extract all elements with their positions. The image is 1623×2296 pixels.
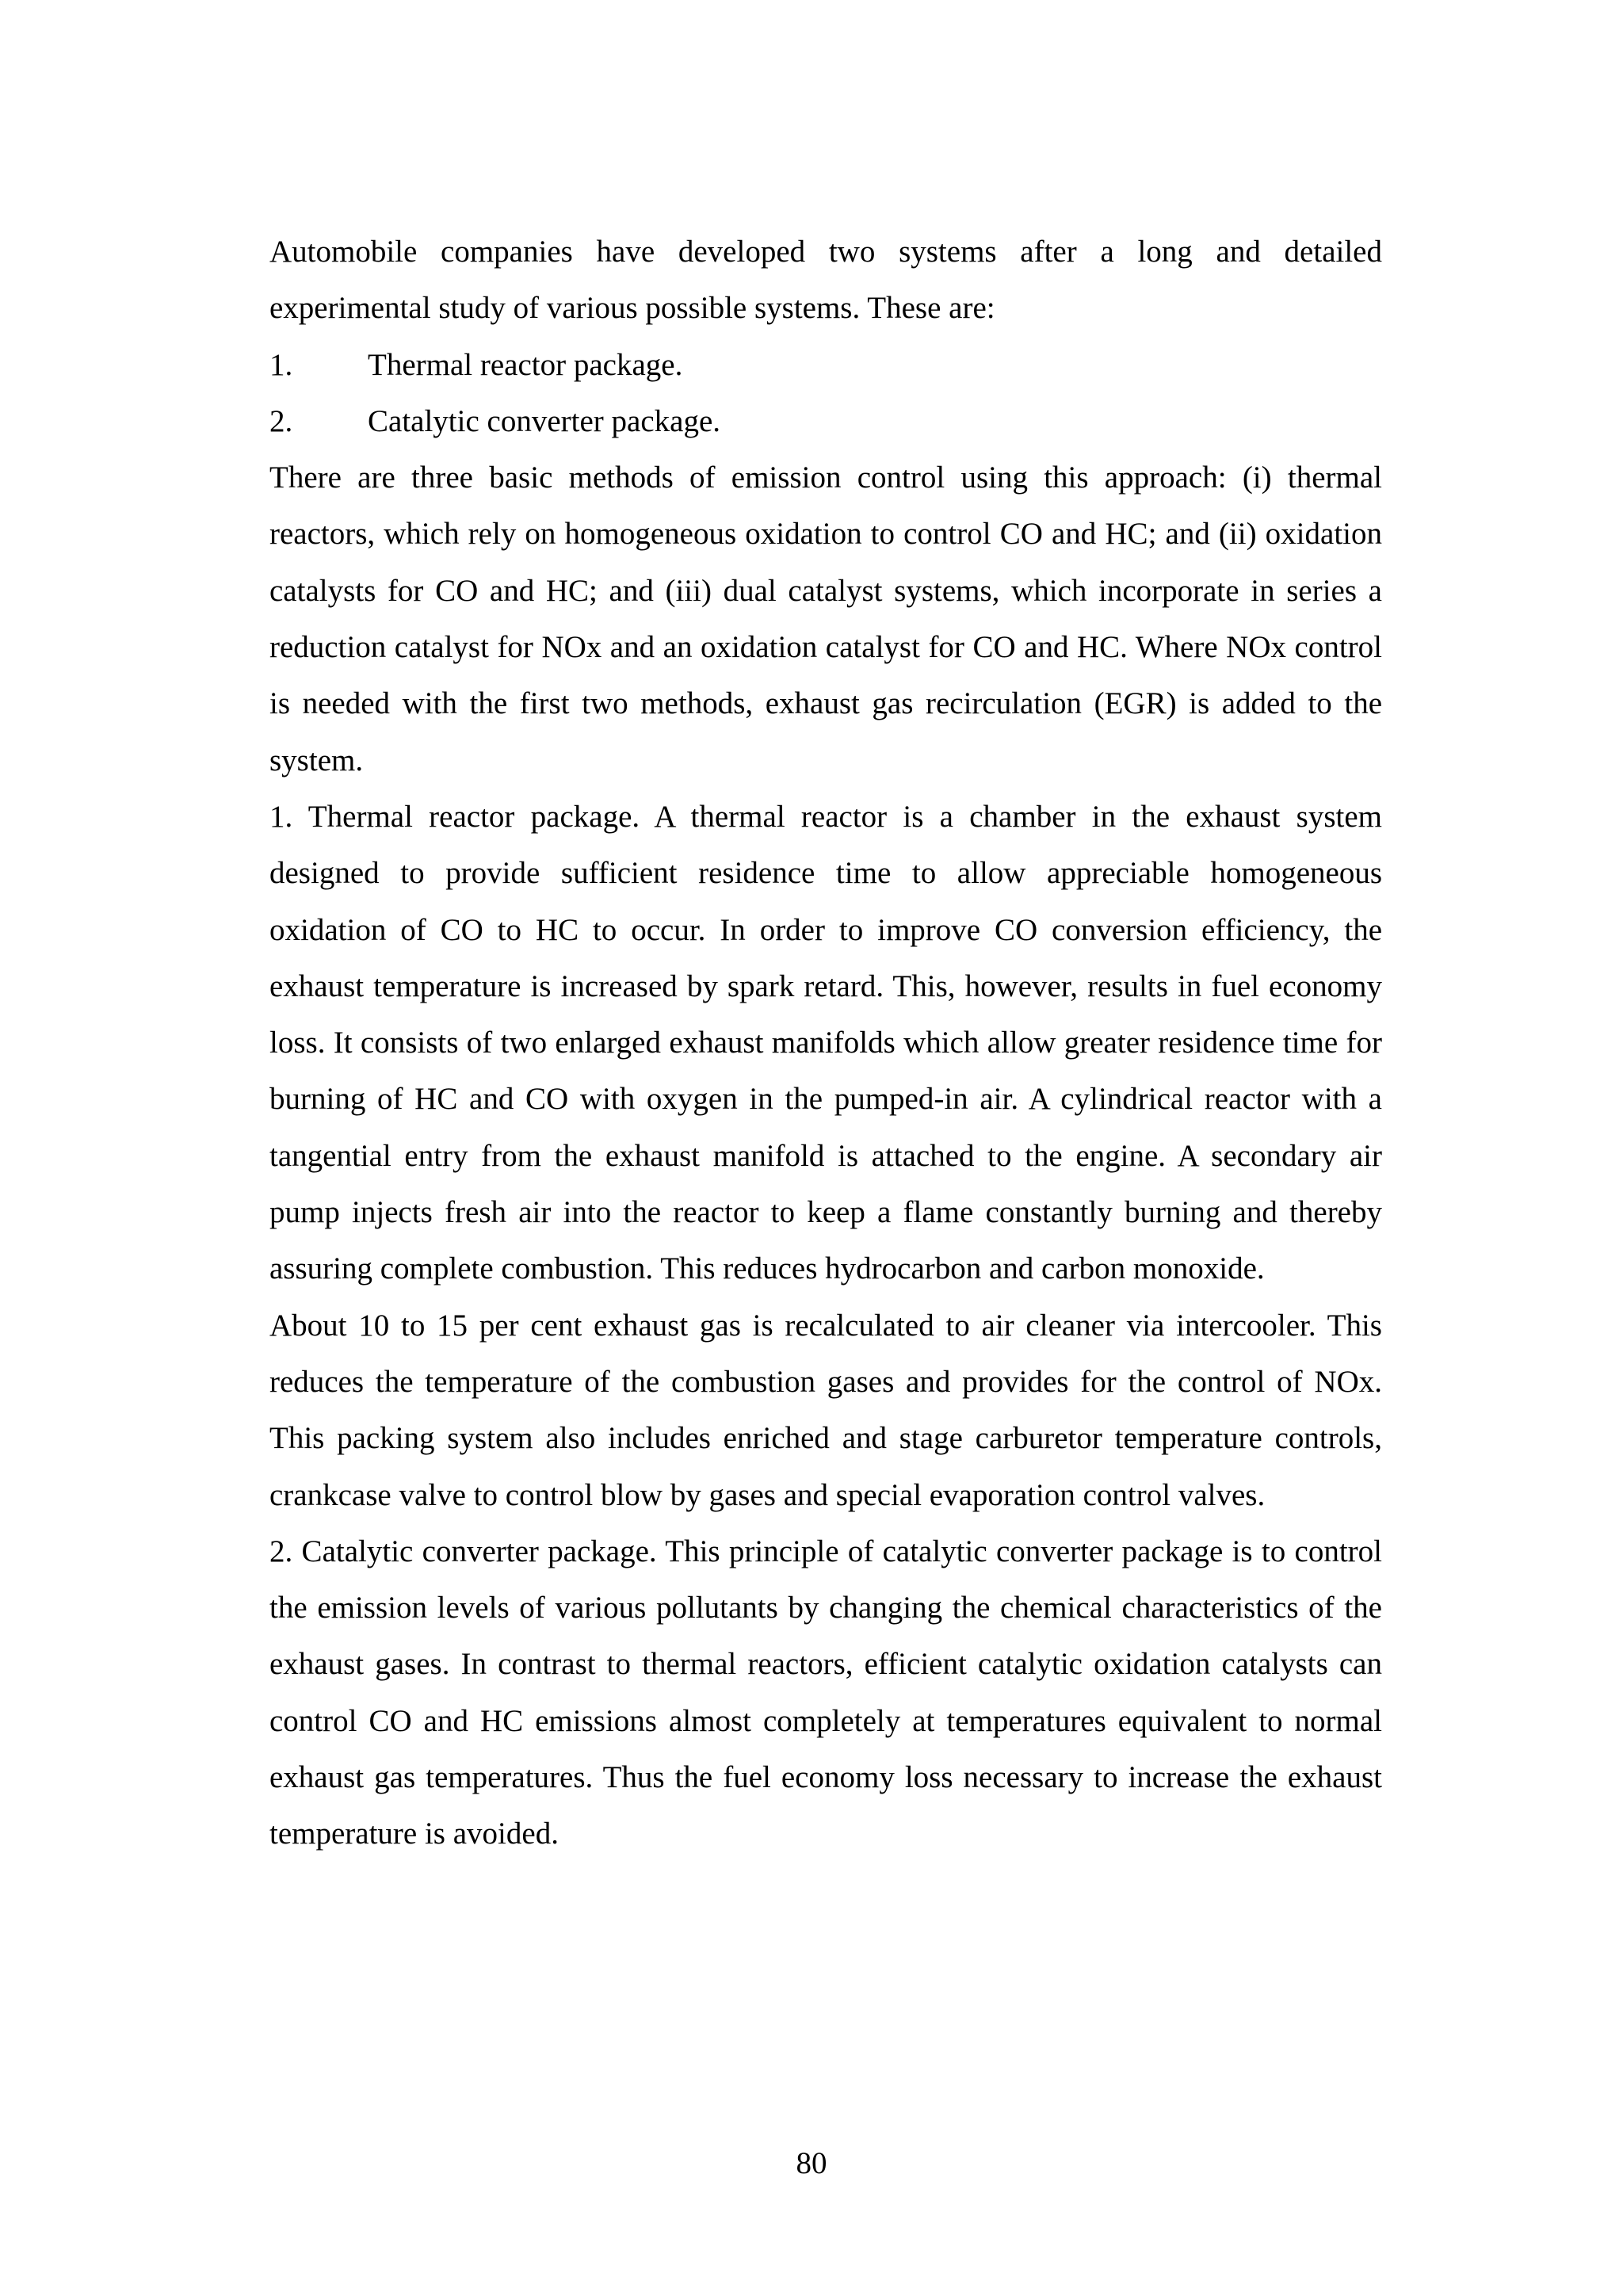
system-list bbox=[269, 337, 1382, 450]
egr-paragraph: About 10 to 15 per cent exhaust gas is recalculated to air cleaner via intercooler. This reduces the temperature of the combustion gases and provides for the control of NOx. This packing system also includes enriched and stage carburetor temperature controls, crankcase valve to control blow by gases and special evaporation control valves. bbox=[269, 1308, 1382, 1512]
list-item-number: 1. bbox=[269, 347, 293, 382]
list-item-text: Thermal reactor package. bbox=[368, 347, 683, 382]
page-number: 80 bbox=[796, 2146, 827, 2180]
intro-paragraph: Automobile companies have developed two systems after a long and detailed experimental study of various possible systems. These are: bbox=[269, 235, 1382, 326]
thermal-reactor-paragraph: 1. Thermal reactor package. A thermal reactor is a chamber in the exhaust system designed to provide sufficient residence time to allow appreciable homogeneous oxidation of CO to HC to occur. In order to improve CO conversion efficiency, the exhaust temperature is increased by spark retard. This, however, results in fuel economy loss. It consists of two enlarged exhaust manifolds which allow greater residence time for burning of HC and CO with oxygen in the pumped-in air. A cylindrical reactor with a tangential entry from the exhaust manifold is attached to the engine. A secondary air pump injects fresh air into the reactor to keep a flame constantly burning and thereby assuring complete combustion. This reduces hydrocarbon and carbon monoxide. bbox=[269, 799, 1382, 1286]
list-item-text: Catalytic converter package. bbox=[368, 403, 721, 438]
list-item bbox=[269, 337, 1382, 393]
page-body bbox=[269, 223, 1382, 1862]
list-item-number: 2. bbox=[269, 403, 293, 438]
methods-paragraph: There are three basic methods of emission control using this approach: (i) thermal reactors, which rely on homogeneous oxidation to control CO and HC; and (ii) oxidation catalysts for CO and HC; and (iii) dual catalyst systems, which incorporate in series a reduction catalyst for NOx and an oxidation catalyst for CO and HC. Where NOx control is needed with the first two methods, exhaust gas recirculation (EGR) is added to the system. bbox=[269, 460, 1382, 777]
catalytic-converter-paragraph: 2. Catalytic converter package. This principle of catalytic converter package is to control the emission levels of various pollutants by changing the chemical characteristics of the exhaust gases. In contrast to thermal reactors, efficient catalytic oxidation catalysts can control CO and HC emissions almost completely at temperatures equivalent to normal exhaust gas temperatures. Thus the fuel economy loss necessary to increase the exhaust temperature is avoided. bbox=[269, 1534, 1382, 1851]
list-item bbox=[269, 393, 1382, 449]
